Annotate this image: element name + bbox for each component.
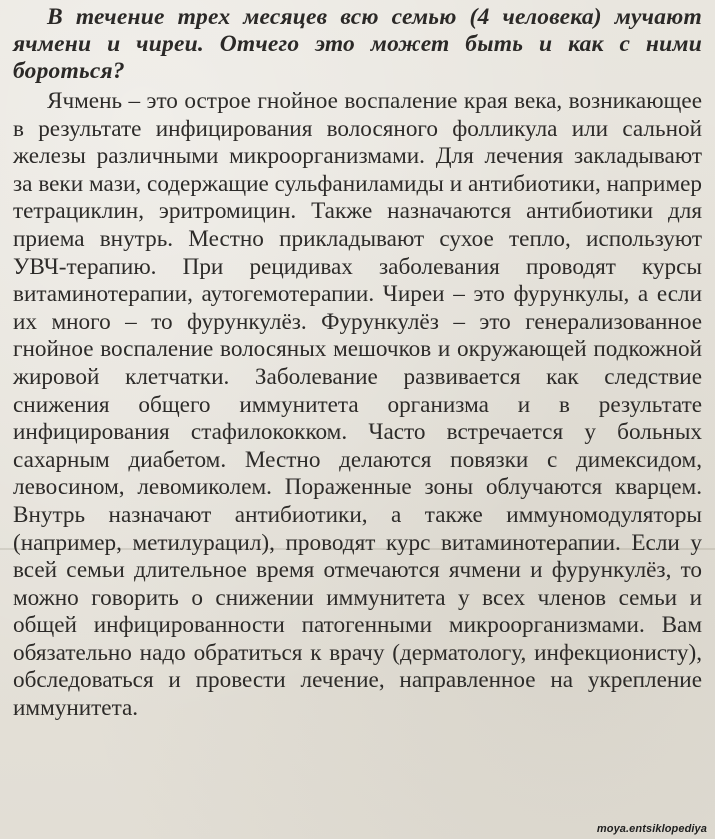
reader-question: В течение трех месяцев всю семью (4 человека) мучают ячмени и чиреи. Отчего это может быть и как с ними бороться? xyxy=(13,4,702,84)
source-watermark: moya.entsiklopediya xyxy=(596,823,707,835)
article xyxy=(13,4,702,723)
answer-text: Ячмень – это острое гнойное воспаление края века, возникающее в результате инфицирования волосяного фолликула или сальной железы различными микроорганизмами. Для лечения закладывают за веки мази, содержащие сульфаниламиды и антибиотики, например тетрациклин, эритромицин. Также назначаются антибиотики для приема внутрь. Местно прикладывают сухое тепло, используют УВЧ-терапию. При рецидивах заболевания проводят курсы витаминотерапии, аутогемотерапии. Чиреи – это фурункулы, а если их много – то фурункулёз. Фурункулёз – это генерализованное гнойное воспаление волосяных мешочков и окружающей подкожной жировой клетчатки. Заболевание развивается как следствие снижения общего иммунитета организма и в результате инфицирования стафилококком. Часто встречается у больных сахарным диабетом. Местно делаются повязки с димексидом, левосином, левомиколем. Пораженные зоны облучаются кварцем. Внутрь назначают антибиотики, а также иммуномодуляторы (например, метилурацил), проводят курс витаминотерапии. Если у всей семьи длительное время отмечаются ячмени и фурункулёз, то можно говорить о снижении иммунитета у всех членов семьи и общей инфицированности патогенными микроорганизмами. Вам обязательно надо обратиться к врачу (дерматологу, инфекционисту), обследоваться и провести лечение, направленное на укрепление иммунитета. xyxy=(13,88,702,722)
